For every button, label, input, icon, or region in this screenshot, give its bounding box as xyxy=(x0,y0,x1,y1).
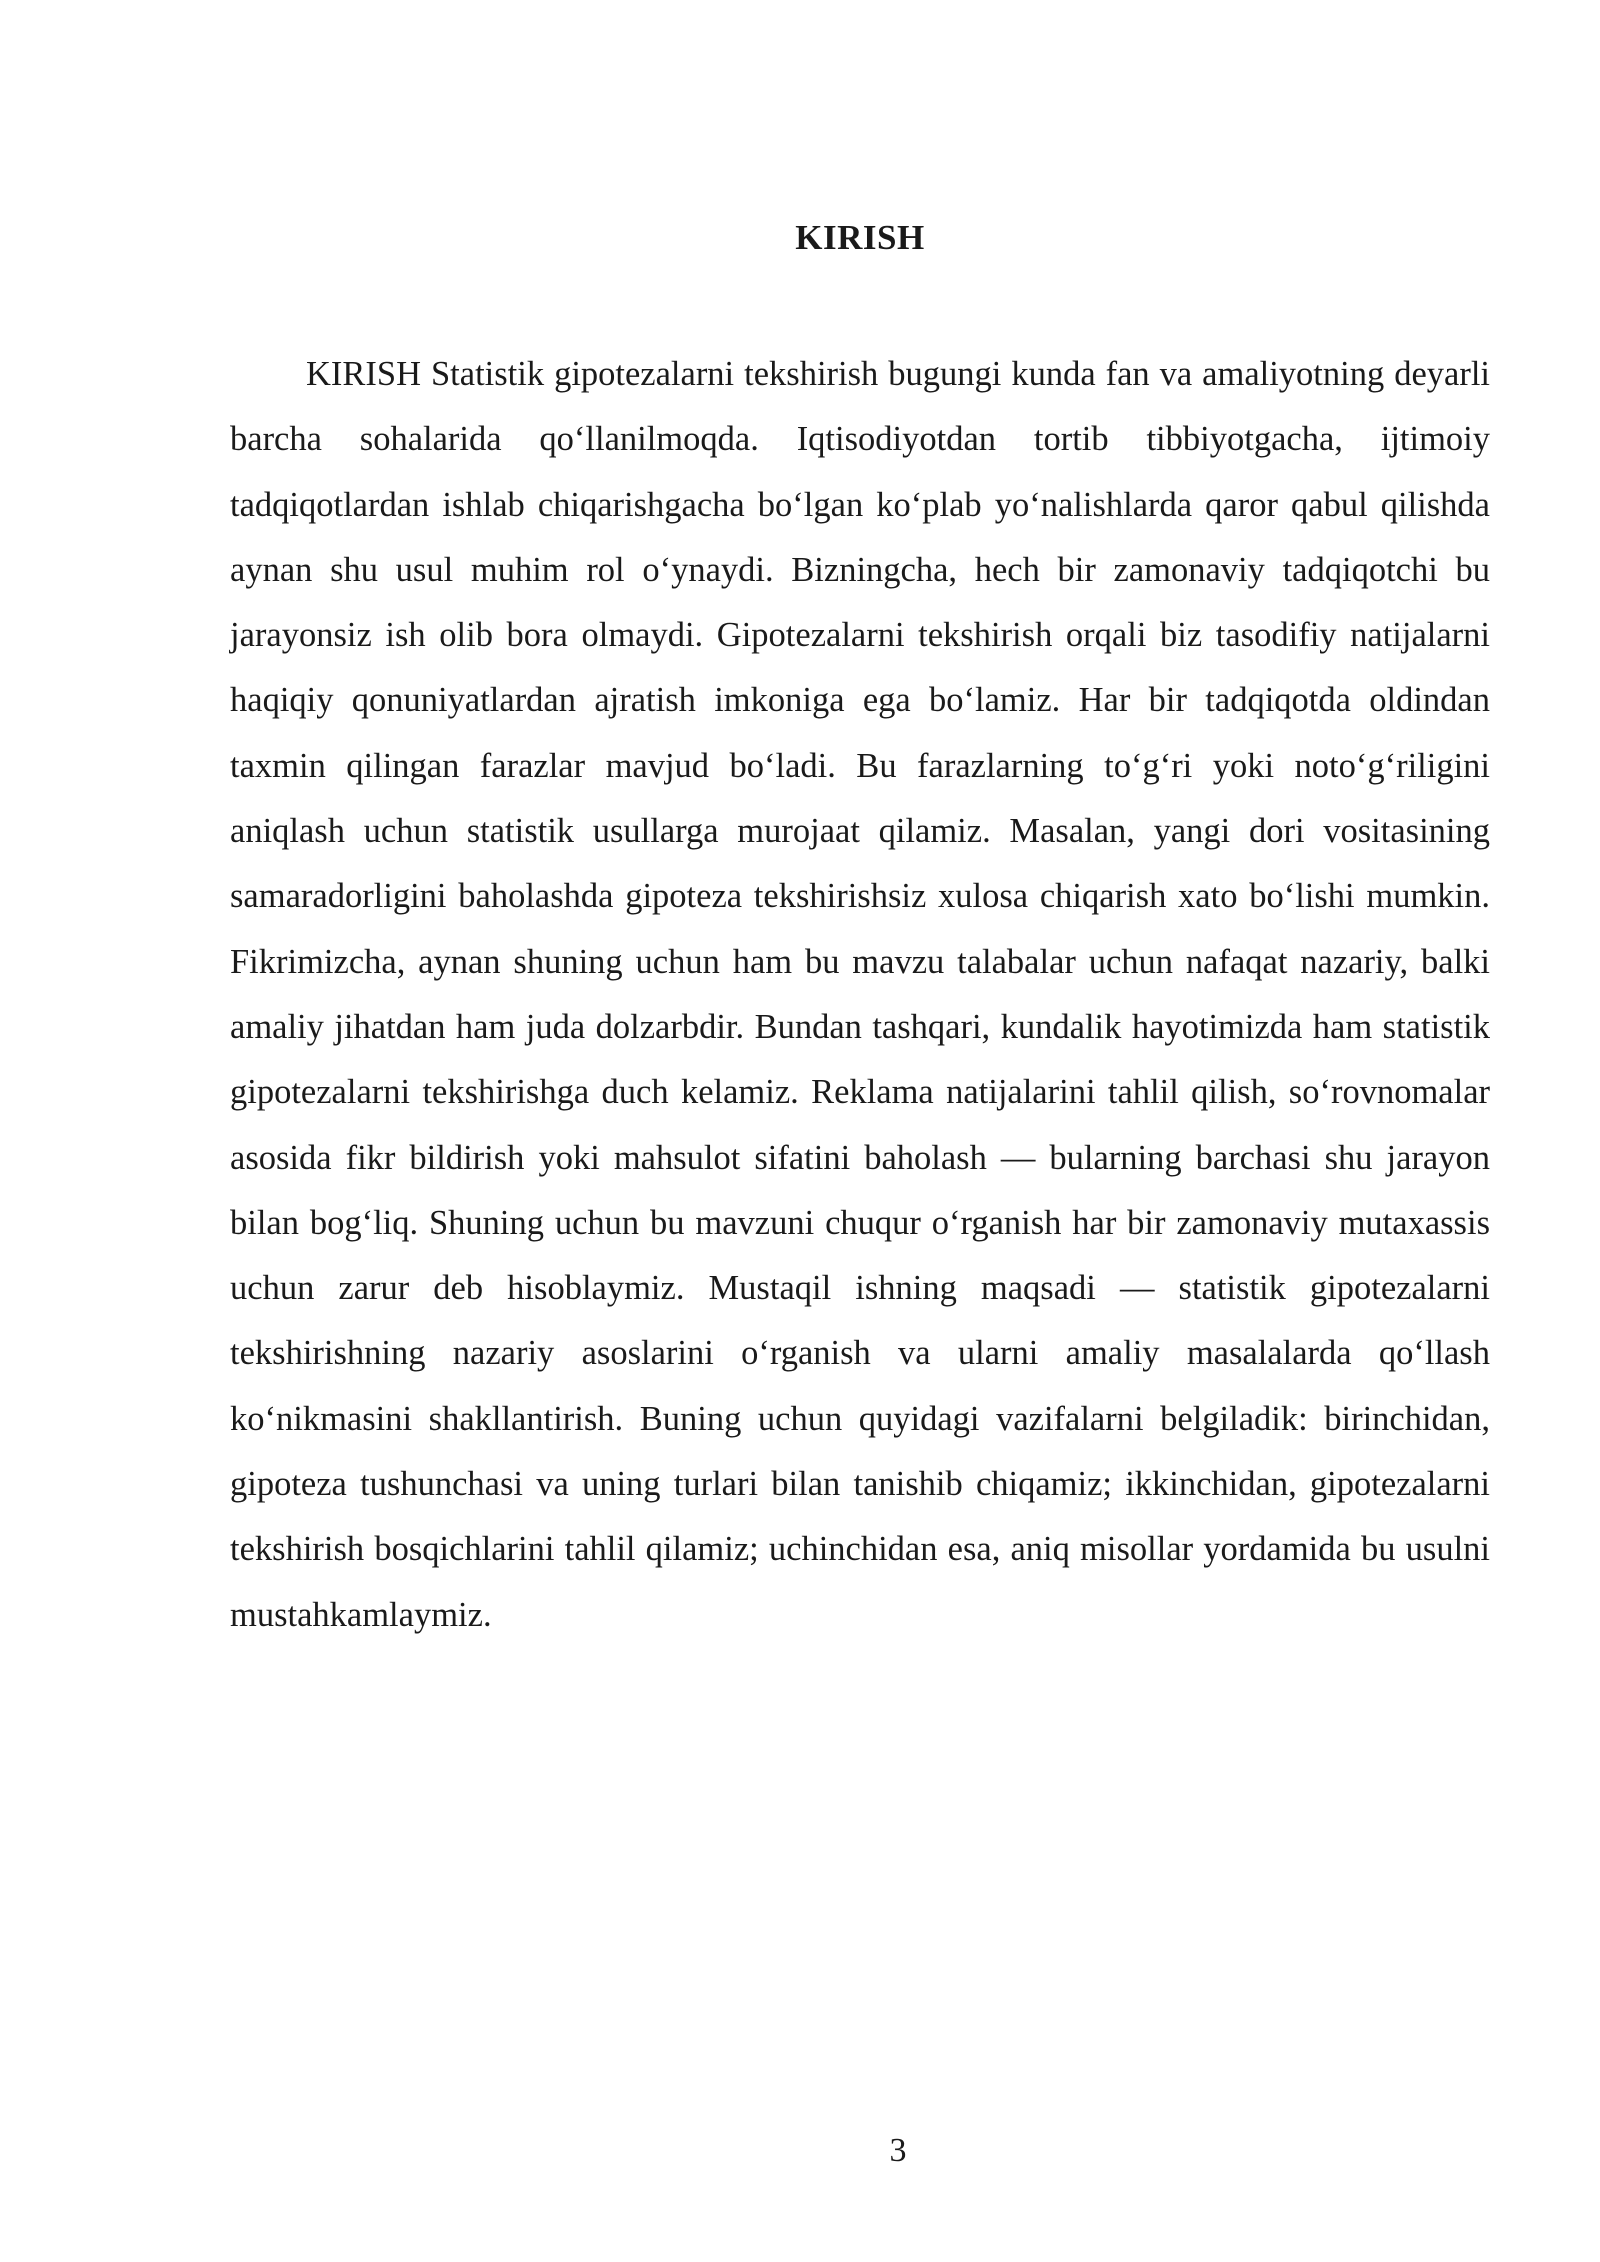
body-paragraph: KIRISH Statistik gipotezalarni tekshirish bugungi kunda fan va amaliyotning deyarli barcha sohalarida qo‘llanilmoqda. Iqtisodiyotdan tortib tibbiyotgacha, ijtimoiy tadqiqotlardan ishlab chiqarishgacha bo‘lgan ko‘plab yo‘nalishlarda qaror qabul qilishda aynan shu usul muhim rol o‘ynaydi. Bizningcha, hech bir zamonaviy tadqiqotchi bu jarayonsiz ish olib bora olmaydi. Gipotezalarni tekshirish orqali biz tasodifiy natijalarni haqiqiy qonuniyatlardan ajratish imkoniga ega bo‘lamiz. Har bir tadqiqotda oldindan taxmin qilingan farazlar mavjud bo‘ladi. Bu farazlarning to‘g‘ri yoki noto‘g‘riligini aniqlash uchun statistik usullarga murojaat qilamiz. Masalan, yangi dori vositasining samaradorligini baholashda gipoteza tekshirishsiz xulosa chiqarish xato bo‘lishi mumkin. Fikrimizcha, aynan shuning uchun ham bu mavzu talabalar uchun nafaqat nazariy, balki amaliy jihatdan ham juda dolzarbdir. Bundan tashqari, kundalik hayotimizda ham statistik gipotezalarni tekshirishga duch kelamiz. Reklama natijalarini tahlil qilish, so‘rovnomalar asosida fikr bildirish yoki mahsulot sifatini baholash — bularning barchasi shu jarayon bilan bog‘liq. Shuning uchun bu mavzuni chuqur o‘rganish har bir zamonaviy mutaxassis uchun zarur deb hisoblaymiz. Mustaqil ishning maqsadi — statistik gipotezalarni tekshirishning nazariy asoslarini o‘rganish va ularni amaliy masalalarda qo‘llash ko‘nikmasini shakllantirish. Buning uchun quyidagi vazifalarni belgiladik: birinchidan, gipoteza tushunchasi va uning turlari bilan tanishib chiqamiz; ikkinchidan, gipotezalarni tekshirish bosqichlarini tahlil qilamiz; uchinchidan esa, aniq misollar yordamida bu usulni mustahkamlaymiz. xyxy=(230,355,1490,1634)
page-title: KIRISH xyxy=(795,218,925,257)
page-number: 3 xyxy=(889,2132,907,2169)
